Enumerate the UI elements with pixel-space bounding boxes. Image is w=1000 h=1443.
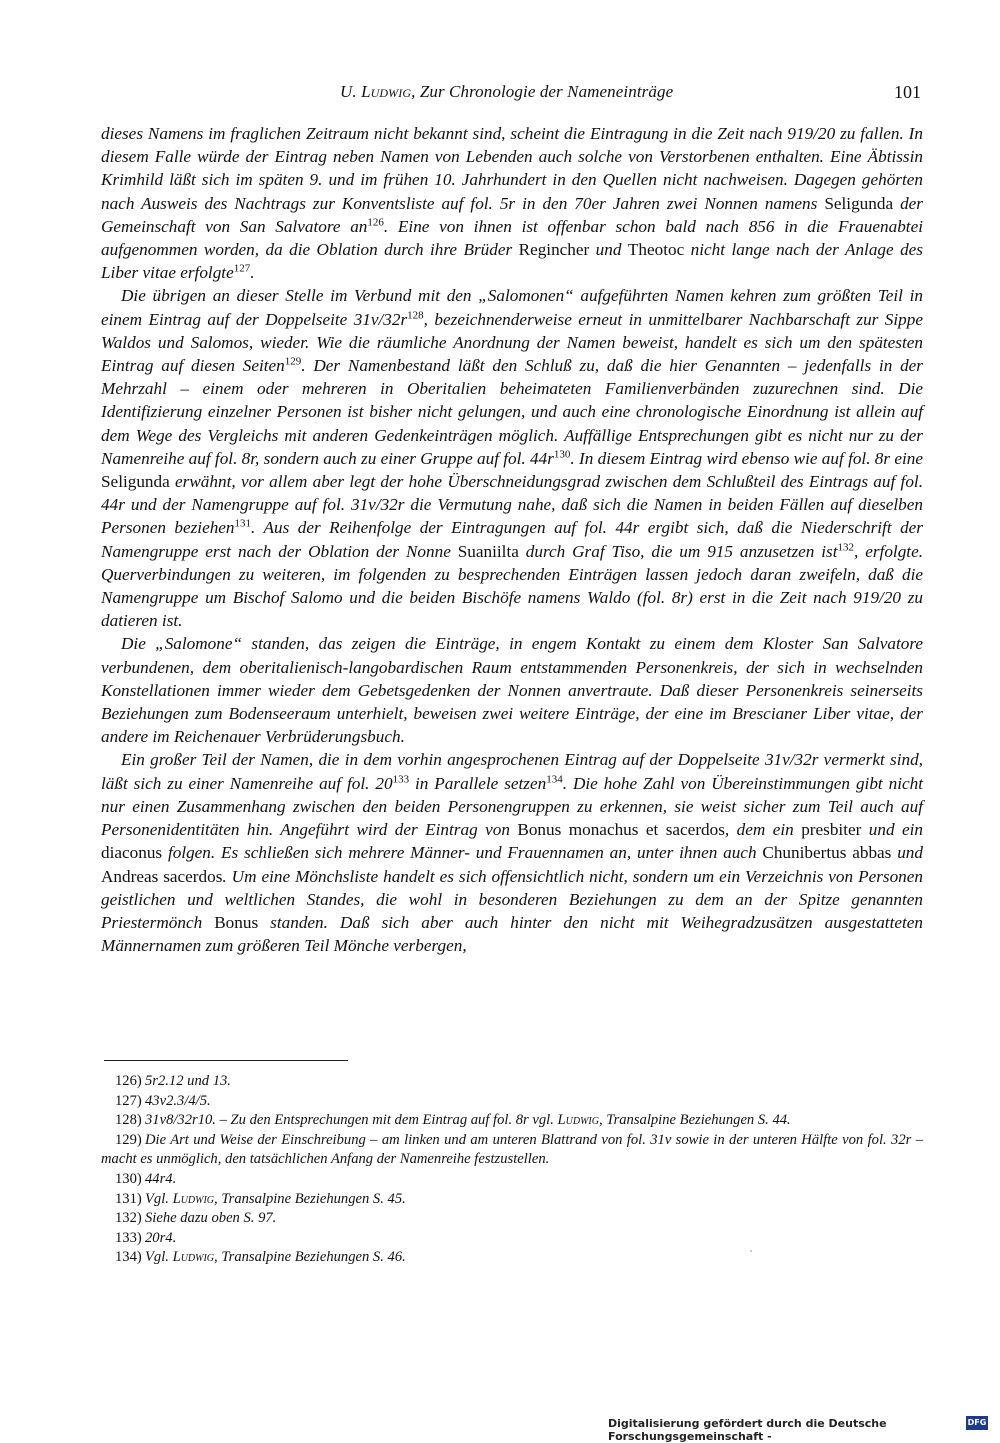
header-author: U. Ludwig xyxy=(340,82,412,101)
footnote-ref: 131 xyxy=(234,517,252,530)
footnote-ref: 130 xyxy=(553,448,571,461)
footnote-ref: 133 xyxy=(392,772,410,785)
footnotes xyxy=(101,1072,923,1268)
paragraph-2: Die übrigen an dieser Stelle im Verbund mit den „Salomonen“ aufgeführten Namen kehren zum größten Teil in einem Eintrag auf der Doppelseite $31v/32r^{128}$, bezeichnenderweise erneut in unmittelbarer Nachbarschaft zur Sippe Waldos und Salomos, wieder. Wie die räumliche Anordnung der Namen beweist, handelt es sich um den spätesten Eintrag auf diesen Seiten$^{129}$. Der Namenbestand läßt den Schluß zu, daß die hier Genannten – jedenfalls in der Mehrzahl – einem oder mehreren in Oberitalien beheimateten Familienverbänden zuzurechnen sind. Die Identifizierung einzelner Personen ist bisher nicht gelungen, und auch eine chronologische Einordnung ist allein auf dem Wege des Vergleichs mit anderen Gedenkeinträgen möglich. Auffällige Entsprechungen gibt es nicht nur zu der Namenreihe auf fol. 8r, sondern auch zu einer Gruppe auf fol. $44r^{130}$. In diesem Eintrag wird ebenso wie auf fol. 8r eine Seligunda erwähnt, vor allem aber legt der hohe Überschneidungsgrad zwischen dem Schlußteil des Eintrags auf fol. 44r und der Namengruppe auf fol. 31v/32r die Vermutung nahe, daß sich die Namen in beiden Fällen auf dieselben Personen beziehen$^{131}$. Aus der Reihenfolge der Eintragungen auf fol. 44r ergibt sich, daß die Niederschrift der Namengruppe erst nach der Oblation der Nonne Suaniilta durch Graf Tiso, die um 915 anzusetzen ist$^{132}$, erfolgte. Querverbindungen zu weiteren, im folgenden zu besprechenden Einträgen lassen jedoch daran zweifeln, daß die Namengruppe um Bischof Salomo und die beiden Bischöfe namens Waldo (fol. 8r) erst in die Zeit nach 919/20 zu datieren ist. xyxy=(101,286,924,631)
page-number: 101 xyxy=(894,82,921,102)
name-term: Seligunda xyxy=(101,472,170,492)
footnote-126: 126) 5r2.12 und 13. xyxy=(115,1073,231,1089)
dfg-logo-icon: DFG xyxy=(966,1416,988,1430)
footnote-134: 134) Vgl. Ludwig, Transalpine Beziehungen S. 46. xyxy=(115,1249,406,1266)
name-term: Andreas sacerdos xyxy=(101,866,223,886)
name-term: Bonus xyxy=(214,912,259,932)
footnote-129: 129) Die Art und Weise der Einschreibung – am linken und am unteren Blattrand von fol. 31v sowie in der unteren Hälfte von fol. 32r – macht es unmöglich, den tatsächlichen Anfang der Namenreihe festzustellen. xyxy=(101,1131,923,1168)
scan-speck xyxy=(750,1250,752,1252)
footnote-131: 131) Vgl. Ludwig, Transalpine Beziehungen S. 45. xyxy=(115,1190,406,1207)
paragraph-1: dieses Namens im fraglichen Zeitraum nicht bekannt sind, scheint die Eintragung in die Zeit nach 919/20 zu fallen. In diesem Falle würde der Eintrag neben Namen von Lebenden auch solche von Verstorbenen enthalten. Eine Äbtissin Krimhild läßt sich im späten 9. und im frühen 10. Jahrhundert in den Quellen nicht nachweisen. Dagegen gehörten nach Ausweis des Nachtrags zur Konventsliste auf fol. 5r in den 70er Jahren zwei Nonnen namens Seligunda der Gemeinschaft von San Salvatore $an^{126}$. Eine von ihnen ist offenbar schon bald nach 856 in die Frauenabtei aufgenommen worden, da die Oblation durch ihre Brüder Regincher und Theotoc nicht lange nach der Anlage des Liber vitae erfolgte$^{127}$. xyxy=(101,124,923,283)
paragraph-4: Ein großer Teil der Namen, die in dem vorhin angesprochenen Eintrag auf der Doppelseite 31v/32r vermerkt sind, läßt sich zu einer Namenreihe auf fol. $20^{133}$ in Parallele setzen$^{134}$. Die hohe Zahl von Übereinstimmungen gibt nicht nur einen Zusammenhang zwischen den beiden Personengruppen zu erkennen, sie weist sicher zum Teil auch auf Personenidentitäten hin. Angeführt wird der Eintrag von Bonus monachus et sacerdos, dem ein presbiter und ein diaconus folgen. Es schließen sich mehrere Männer- und Frauennamen an, unter ihnen auch Chunibertus abbas und Andreas sacerdos. Um eine Mönchsliste handelt es sich offensichtlich nicht, sondern um ein Verzeichnis von Personen geistlichen und weltlichen Standes, die wohl in besonderen Beziehungen zu dem an der Spitze genannten Priestermönch Bonus standen. Daß sich aber auch hinter den nicht mit Weihegradzusätzen ausgestatteten Männernamen zum größeren Teil Mönche verbergen, xyxy=(101,750,924,956)
running-head: U. Ludwig, Zur Chronologie der Nameneinträge xyxy=(340,82,674,101)
footnote-130: 130) 44r4. xyxy=(115,1170,177,1187)
footnote-128: 128) 31v8/32r10. – Zu den Entsprechungen mit dem Eintrag auf fol. 8r vgl. Ludwig, Transalpine Beziehungen S. 44. xyxy=(115,1112,791,1129)
footnote-ref: 128 xyxy=(407,308,424,321)
footnote-divider xyxy=(104,1060,348,1061)
name-term: Chunibertus abbas xyxy=(762,843,892,863)
name-term: Seligunda xyxy=(824,193,894,213)
name-term: Suaniilta xyxy=(457,541,519,561)
footnote-ref: 134 xyxy=(546,772,563,785)
name-term: diaconus xyxy=(101,843,163,863)
footnote-127: 127) 43v2.3/4/5. xyxy=(115,1092,211,1109)
footnote-132: 132) Siehe dazu oben S. 97. xyxy=(115,1210,277,1227)
name-term: Bonus monachus et sacerdos xyxy=(517,820,725,840)
footnote-133: 133) 20r4. xyxy=(115,1229,177,1246)
running-header xyxy=(0,76,1000,106)
paragraph-3: Die „Salomone“ standen, das zeigen die Einträge, in engem Kontakt zu einem dem Kloster San Salvatore verbundenen, dem oberitalienisch-langobardischen Raum entstammenden Personenkreis, der sich in wechselnden Konstellationen immer wieder dem Gebetsgedenken der Nonnen anvertraute. Daß dieser Personenkreis seinerseits Beziehungen zum Bodenseeraum unterhielt, beweisen zwei weitere Einträge, der eine im Brescianer Liber vitae, der andere im Reichenauer Verbrüderungsbuch. xyxy=(101,634,923,747)
footnote-ref: 127 xyxy=(233,262,251,275)
digitization-credit: Digitalisierung gefördert durch die Deutsche Forschungsgemeinschaft - xyxy=(608,1417,887,1443)
name-term: presbiter xyxy=(801,820,862,840)
footnote-ref: 132 xyxy=(837,540,855,553)
main-text xyxy=(101,122,923,957)
header-title: Zur Chronologie der Nameneinträge xyxy=(419,82,674,101)
name-term: Regincher xyxy=(518,240,590,260)
name-term: Theotoc xyxy=(627,240,685,260)
footnote-ref: 126 xyxy=(367,216,384,229)
footnote-ref: 129 xyxy=(284,355,302,368)
